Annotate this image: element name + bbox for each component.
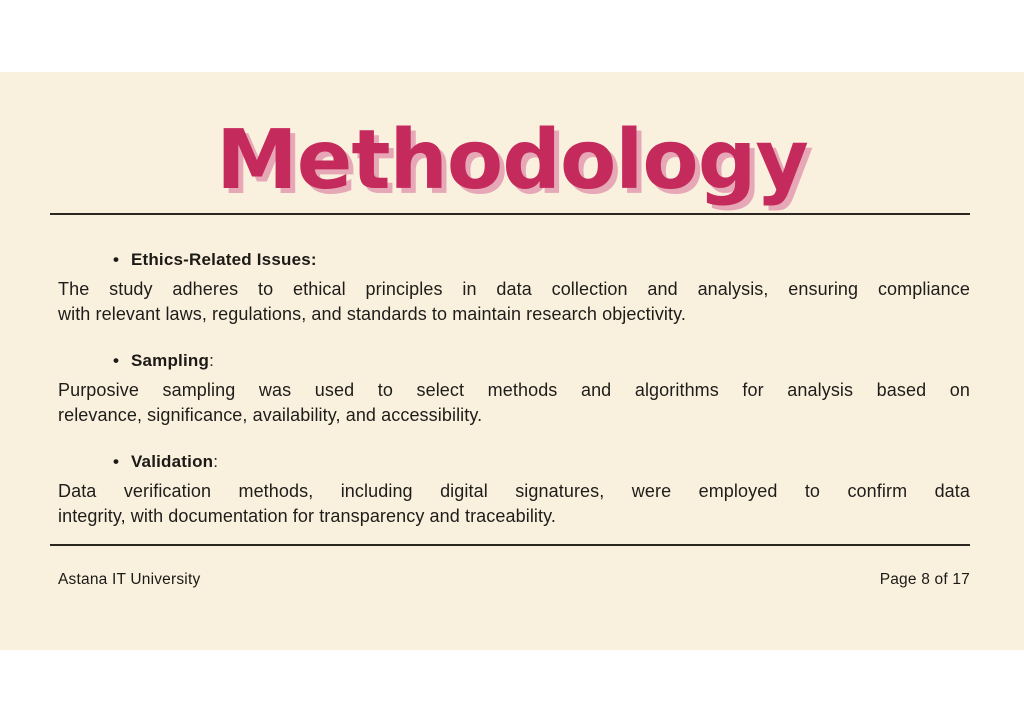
footer-divider-line [50,544,970,546]
body-line: Data verification methods, including digital signatures, were employed to confirm data [58,481,970,501]
bullet-block-ethics [58,250,970,327]
bullet-block-sampling [58,351,970,428]
bullet-heading [58,452,970,472]
bullet-icon: • [113,250,119,269]
body-line: relevance, significance, availability, and accessibility. [58,405,483,425]
body-line: with relevant laws, regulations, and standards to maintain research objectivity. [58,304,686,324]
body-line: integrity, with documentation for transparency and traceability. [58,506,556,526]
bullet-icon: • [113,351,119,370]
bullet-icon: • [113,452,119,471]
slide-body [58,250,970,553]
bullet-label-suffix: : [209,351,214,370]
body-line: Purposive sampling was used to select methods and algorithms for analysis based on [58,380,970,400]
footer-organization: Astana IT University [58,571,201,588]
bullet-label: Ethics-Related Issues: [130,250,317,269]
bullet-label: Sampling [130,351,210,370]
slide [0,72,1024,650]
bullet-label-suffix: : [213,452,218,471]
slide-title: Methodology [216,113,808,208]
footer-page-number: Page 8 of 17 [879,571,970,588]
title-divider-line [50,213,970,215]
bullet-heading [58,250,970,270]
slide-footer [58,570,970,590]
bullet-heading [58,351,970,371]
body-line: The study adheres to ethical principles in data collection and analysis, ensuring compliance [58,279,970,299]
bullet-label: Validation [130,452,214,471]
bullet-block-validation [58,452,970,529]
